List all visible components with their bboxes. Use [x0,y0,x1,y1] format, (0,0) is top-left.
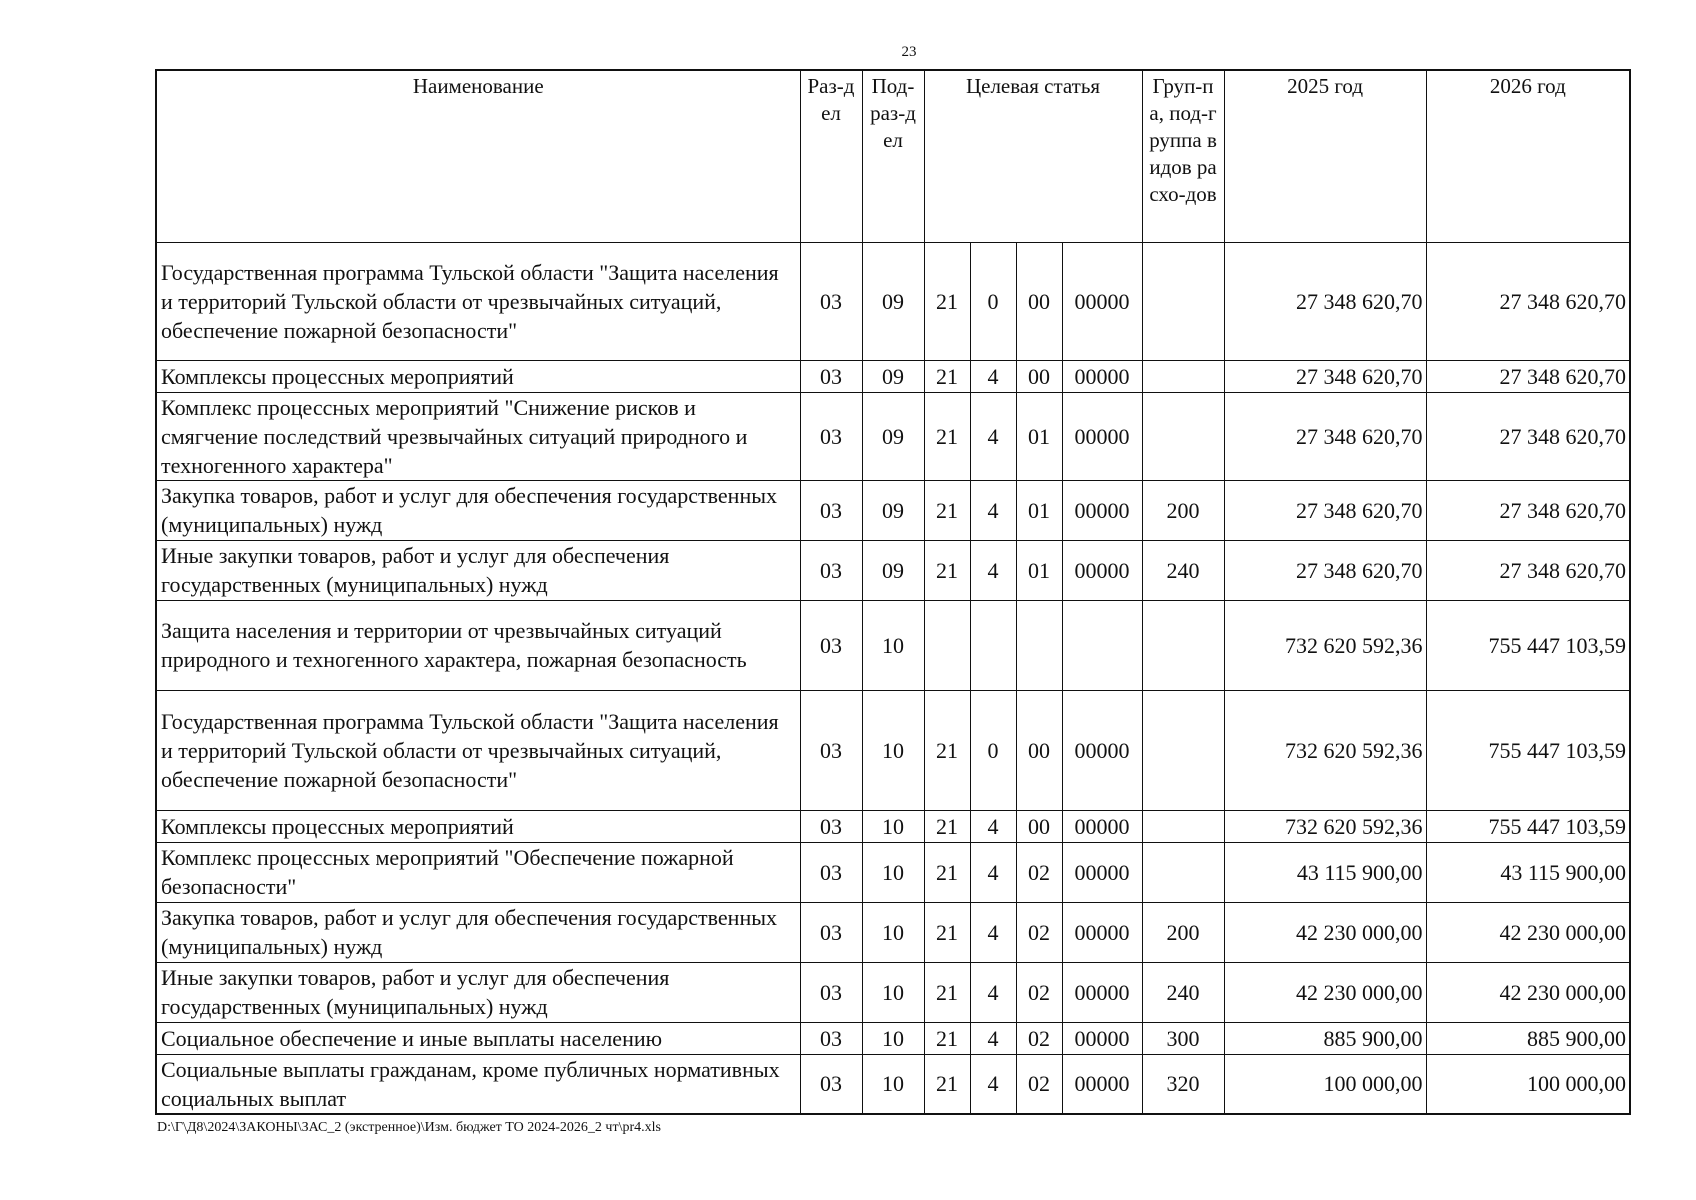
cell-target-type: 4 [970,392,1016,480]
cell-amount-2025: 42 230 000,00 [1224,962,1426,1022]
cell-amount-2026: 42 230 000,00 [1426,902,1630,962]
table-row [156,690,1630,810]
budget-table [155,69,1631,1115]
cell-podrazdel: 10 [862,902,924,962]
table-row [156,392,1630,480]
cell-podrazdel: 10 [862,1022,924,1054]
cell-target-subtype: 00 [1016,690,1062,810]
cell-razdel: 03 [800,600,862,690]
cell-amount-2026: 27 348 620,70 [1426,360,1630,392]
cell-amount-2026: 43 115 900,00 [1426,842,1630,902]
cell-target-direction: 00000 [1062,480,1142,540]
cell-target-type: 4 [970,540,1016,600]
cell-amount-2025: 732 620 592,36 [1224,810,1426,842]
cell-amount-2026: 755 447 103,59 [1426,690,1630,810]
header-podrazdel: Под-раз-дел [862,70,924,242]
cell-amount-2026: 27 348 620,70 [1426,540,1630,600]
cell-amount-2025: 27 348 620,70 [1224,360,1426,392]
cell-target-subtype: 01 [1016,392,1062,480]
cell-podrazdel: 09 [862,242,924,360]
cell-expense-group [1142,842,1224,902]
cell-target-direction: 00000 [1062,962,1142,1022]
cell-target-direction [1062,600,1142,690]
cell-name: Социальные выплаты гражданам, кроме публичных нормативных социальных выплат [156,1054,800,1114]
cell-target-subtype: 02 [1016,842,1062,902]
cell-target-direction: 00000 [1062,842,1142,902]
cell-target-direction: 00000 [1062,902,1142,962]
cell-name: Защита населения и территории от чрезвычайных ситуаций природного и техногенного характера, пожарная безопасность [156,600,800,690]
cell-target-program: 21 [924,842,970,902]
cell-razdel: 03 [800,842,862,902]
cell-name: Комплексы процессных мероприятий [156,810,800,842]
cell-target-subtype [1016,600,1062,690]
table-row [156,1054,1630,1114]
cell-amount-2025: 100 000,00 [1224,1054,1426,1114]
cell-target-subtype: 01 [1016,540,1062,600]
cell-name: Комплексы процессных мероприятий [156,360,800,392]
cell-target-program: 21 [924,392,970,480]
cell-target-program: 21 [924,360,970,392]
table-row [156,962,1630,1022]
cell-target-type: 4 [970,962,1016,1022]
cell-target-program: 21 [924,962,970,1022]
cell-target-program: 21 [924,480,970,540]
cell-target-program: 21 [924,1054,970,1114]
cell-podrazdel: 10 [862,810,924,842]
table-row [156,480,1630,540]
cell-name: Закупка товаров, работ и услуг для обеспечения государственных (муниципальных) нужд [156,902,800,962]
cell-name: Социальное обеспечение и иные выплаты населению [156,1022,800,1054]
cell-target-program [924,600,970,690]
cell-target-subtype: 00 [1016,242,1062,360]
cell-razdel: 03 [800,360,862,392]
cell-expense-group [1142,600,1224,690]
cell-podrazdel: 09 [862,540,924,600]
cell-target-type [970,600,1016,690]
cell-name: Закупка товаров, работ и услуг для обеспечения государственных (муниципальных) нужд [156,480,800,540]
cell-amount-2026: 27 348 620,70 [1426,392,1630,480]
cell-target-direction: 00000 [1062,1022,1142,1054]
cell-amount-2026: 100 000,00 [1426,1054,1630,1114]
cell-target-program: 21 [924,1022,970,1054]
cell-podrazdel: 10 [862,690,924,810]
cell-expense-group: 320 [1142,1054,1224,1114]
cell-expense-group [1142,690,1224,810]
table-row [156,810,1630,842]
table-row [156,842,1630,902]
cell-amount-2025: 885 900,00 [1224,1022,1426,1054]
cell-target-type: 0 [970,690,1016,810]
cell-razdel: 03 [800,1054,862,1114]
cell-target-subtype: 01 [1016,480,1062,540]
cell-expense-group [1142,242,1224,360]
header-target-article: Целевая статья [924,70,1142,242]
cell-name: Иные закупки товаров, работ и услуг для обеспечения государственных (муниципальных) нужд [156,962,800,1022]
cell-amount-2025: 27 348 620,70 [1224,540,1426,600]
cell-name: Комплекс процессных мероприятий "Снижение рисков и смягчение последствий чрезвычайных ситуаций природного и техногенного характера" [156,392,800,480]
cell-name: Иные закупки товаров, работ и услуг для обеспечения государственных (муниципальных) нужд [156,540,800,600]
cell-expense-group [1142,392,1224,480]
file-path-footer: D:\Г\Д8\2024\ЗАКОНЫ\ЗАС_2 (экстренное)\Изм. бюджет ТО 2024-2026_2 чт\pr4.xls [157,1120,661,1135]
table-row [156,360,1630,392]
cell-razdel: 03 [800,902,862,962]
cell-expense-group: 240 [1142,540,1224,600]
cell-target-subtype: 02 [1016,1054,1062,1114]
header-name: Наименование [156,70,800,242]
cell-expense-group [1142,810,1224,842]
cell-expense-group: 200 [1142,480,1224,540]
header-expense-group: Груп-па, под-группа видов расхо-дов [1142,70,1224,242]
page-number: 23 [901,44,917,60]
cell-target-direction: 00000 [1062,360,1142,392]
cell-razdel: 03 [800,540,862,600]
cell-target-direction: 00000 [1062,392,1142,480]
cell-razdel: 03 [800,690,862,810]
cell-target-program: 21 [924,242,970,360]
cell-target-direction: 00000 [1062,810,1142,842]
cell-amount-2026: 755 447 103,59 [1426,810,1630,842]
cell-target-type: 4 [970,1022,1016,1054]
cell-amount-2025: 27 348 620,70 [1224,392,1426,480]
cell-razdel: 03 [800,480,862,540]
cell-target-program: 21 [924,540,970,600]
cell-expense-group [1142,360,1224,392]
table-row [156,600,1630,690]
cell-target-direction: 00000 [1062,690,1142,810]
table-row [156,1022,1630,1054]
table-header-row [156,70,1630,242]
cell-target-program: 21 [924,902,970,962]
cell-podrazdel: 10 [862,600,924,690]
cell-podrazdel: 10 [862,1054,924,1114]
cell-amount-2025: 27 348 620,70 [1224,480,1426,540]
cell-amount-2026: 755 447 103,59 [1426,600,1630,690]
cell-podrazdel: 09 [862,392,924,480]
header-razdel: Раз-дел [800,70,862,242]
table-row [156,540,1630,600]
table-row [156,242,1630,360]
cell-name: Государственная программа Тульской области "Защита населения и территорий Тульской области от чрезвычайных ситуаций, обеспечение пожарной безопасности" [156,690,800,810]
cell-razdel: 03 [800,810,862,842]
cell-podrazdel: 10 [862,842,924,902]
cell-target-direction: 00000 [1062,1054,1142,1114]
cell-target-type: 0 [970,242,1016,360]
cell-name: Государственная программа Тульской области "Защита населения и территорий Тульской области от чрезвычайных ситуаций, обеспечение пожарной безопасности" [156,242,800,360]
cell-razdel: 03 [800,392,862,480]
cell-amount-2026: 885 900,00 [1426,1022,1630,1054]
cell-podrazdel: 09 [862,360,924,392]
cell-expense-group: 200 [1142,902,1224,962]
header-year-2026: 2026 год [1426,70,1630,242]
header-year-2025: 2025 год [1224,70,1426,242]
cell-razdel: 03 [800,1022,862,1054]
cell-target-subtype: 00 [1016,810,1062,842]
cell-amount-2025: 42 230 000,00 [1224,902,1426,962]
cell-expense-group: 300 [1142,1022,1224,1054]
cell-target-type: 4 [970,1054,1016,1114]
cell-amount-2025: 43 115 900,00 [1224,842,1426,902]
table-body [156,242,1630,1114]
cell-target-subtype: 02 [1016,902,1062,962]
cell-amount-2026: 27 348 620,70 [1426,480,1630,540]
cell-target-direction: 00000 [1062,540,1142,600]
cell-target-type: 4 [970,360,1016,392]
cell-amount-2026: 27 348 620,70 [1426,242,1630,360]
cell-target-direction: 00000 [1062,242,1142,360]
cell-target-subtype: 02 [1016,1022,1062,1054]
cell-podrazdel: 09 [862,480,924,540]
cell-razdel: 03 [800,242,862,360]
cell-target-type: 4 [970,810,1016,842]
cell-name: Комплекс процессных мероприятий "Обеспечение пожарной безопасности" [156,842,800,902]
cell-expense-group: 240 [1142,962,1224,1022]
table-row [156,902,1630,962]
cell-amount-2025: 27 348 620,70 [1224,242,1426,360]
cell-target-type: 4 [970,902,1016,962]
cell-target-subtype: 00 [1016,360,1062,392]
cell-amount-2025: 732 620 592,36 [1224,690,1426,810]
cell-target-program: 21 [924,690,970,810]
cell-razdel: 03 [800,962,862,1022]
cell-amount-2025: 732 620 592,36 [1224,600,1426,690]
cell-podrazdel: 10 [862,962,924,1022]
cell-target-program: 21 [924,810,970,842]
cell-amount-2026: 42 230 000,00 [1426,962,1630,1022]
cell-target-subtype: 02 [1016,962,1062,1022]
cell-target-type: 4 [970,842,1016,902]
cell-target-type: 4 [970,480,1016,540]
